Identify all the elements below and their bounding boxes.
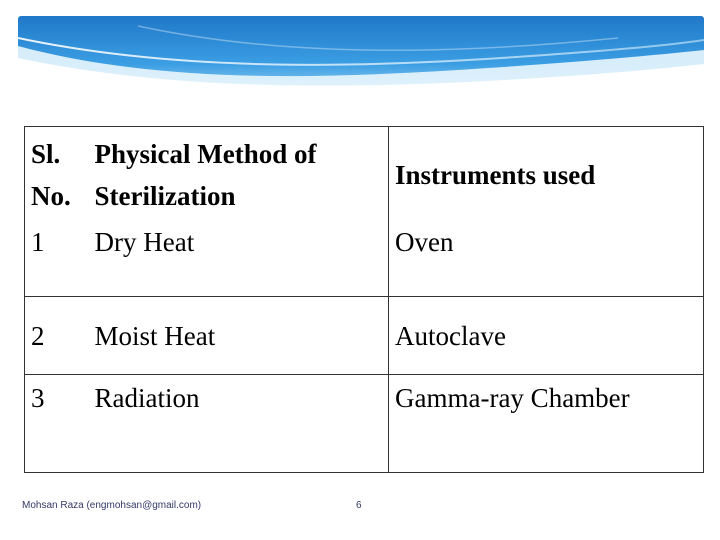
sterilization-table: [24, 126, 704, 473]
table-row: [25, 219, 704, 297]
table-row: [25, 375, 704, 473]
footer-author: Mohsan Raza (engmohsan@gmail.com): [22, 500, 202, 511]
header-banner: [18, 16, 704, 96]
table-header-row: [25, 127, 704, 219]
cell-sl-no: 2: [25, 297, 89, 375]
cell-method: Radiation: [89, 375, 389, 473]
cell-instrument: Oven: [389, 219, 704, 297]
page-number: 6: [356, 500, 362, 511]
table-row: [25, 297, 704, 375]
banner-wave-graphic: [18, 16, 704, 96]
cell-method: Moist Heat: [89, 297, 389, 375]
cell-instrument: Gamma-ray Chamber: [389, 375, 704, 473]
header-sl-no: Sl. No.: [25, 127, 89, 219]
cell-sl-no: 1: [25, 219, 89, 297]
cell-sl-no: 3: [25, 375, 89, 473]
cell-method: Dry Heat: [89, 219, 389, 297]
cell-instrument: Autoclave: [389, 297, 704, 375]
header-instruments-used: Instruments used: [389, 127, 704, 219]
header-physical-method: Physical Method of Sterilization: [89, 127, 389, 219]
